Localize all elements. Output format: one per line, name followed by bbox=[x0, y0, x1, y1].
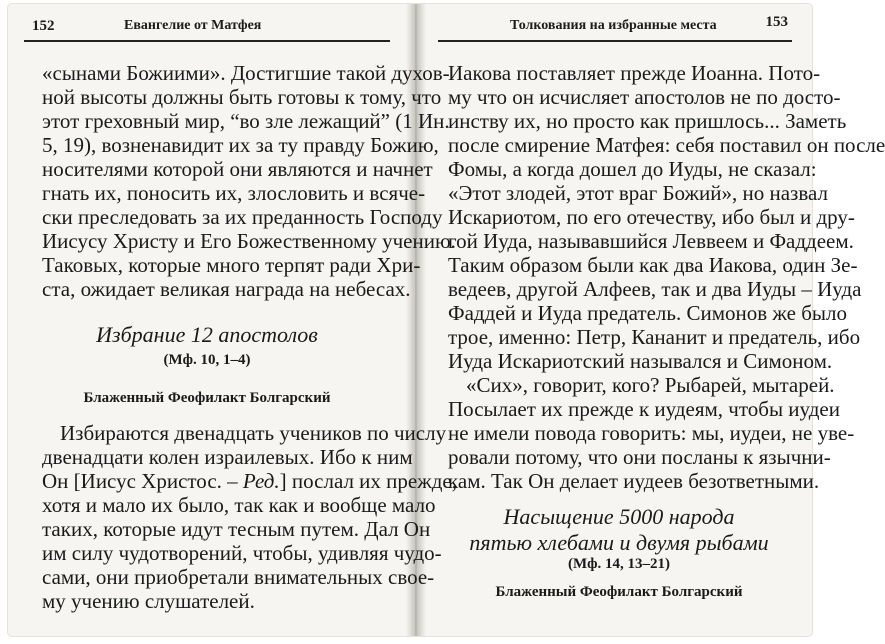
text-line: ровали потому, что они посланы к язычни- bbox=[448, 445, 831, 469]
text-line: инству их, но просто как пришлось... Заметь bbox=[448, 109, 847, 133]
text-line: Иакова поставляет прежде Иоанна. Пото- bbox=[448, 61, 821, 85]
text-line: «сынами Божиими». Достигшие такой духов- bbox=[42, 61, 450, 85]
text-line: Иуда Искариотский назывался и Симоном. bbox=[448, 349, 833, 373]
running-title-left: Евангелие от Матфея bbox=[124, 18, 262, 33]
text-line: Таковых, которые много терпят ради Хри- bbox=[42, 253, 421, 277]
text-line: носителями которой они являются и начнет bbox=[42, 157, 433, 181]
running-head-left bbox=[24, 18, 390, 42]
section-heading: Избрание 12 апостолов bbox=[96, 322, 318, 347]
section-reference: (Мф. 14, 13–21) bbox=[567, 556, 671, 572]
text-line: хотя и мало их было, так как и вообще мало bbox=[42, 493, 436, 517]
text-line: после смирение Матфея: себя поставил он после bbox=[448, 133, 885, 157]
text-line: Избираются двенадцать учеников по числу bbox=[60, 421, 447, 445]
editor-abbrev: Ред. bbox=[242, 469, 280, 493]
text-segment: Он [Иисус Христос. – bbox=[42, 469, 243, 493]
text-line: не имели повода говорить: мы, иудеи, не уве- bbox=[448, 421, 855, 445]
text-line: Искариотом, по его отечеству, ибо был и дру- bbox=[448, 205, 855, 229]
text-line: Иисусу Христу и Его Божественному учению. bbox=[42, 229, 456, 253]
text-line: 5, 19), возненавидит их за ту правду Божию, bbox=[42, 133, 439, 157]
page-number-left: 152 bbox=[32, 18, 55, 34]
text-line: «Сих», говорит, кого? Рыбарей, мытарей. bbox=[466, 373, 835, 397]
text-line: му что он исчисляет апостолов не по досто- bbox=[448, 85, 841, 109]
section-reference: (Мф. 10, 1–4) bbox=[163, 352, 251, 368]
text-line: им силу чудотворений, чтобы, удивляя чудо- bbox=[42, 541, 442, 565]
text-line: гнать их, поносить их, злословить и всяче- bbox=[42, 181, 426, 205]
running-head-right bbox=[438, 14, 792, 42]
text-line: ски преследовать за их преданность Господу bbox=[42, 205, 443, 229]
text-line: сами, они приобретали внимательных свое- bbox=[42, 565, 435, 589]
text-line: «Этот злодей, этот враг Божий», но назвал bbox=[448, 181, 828, 205]
text-line: Посылает их прежде к иудеям, чтобы иудеи bbox=[448, 397, 840, 421]
text-line: му учению слушателей. bbox=[42, 589, 255, 613]
text-line: гой Иуда, называвшийся Леввеем и Фаддеем. bbox=[448, 229, 854, 253]
section-heading-line1: Насыщение 5000 народа bbox=[503, 504, 735, 529]
text-segment: ] послал их прежде, bbox=[279, 469, 457, 493]
right-page bbox=[426, 4, 885, 636]
section-heading-line2: пятью хлебами и двумя рыбами bbox=[469, 530, 769, 555]
text-line: этот греховный мир, “во зле лежащий” (1 Ин. bbox=[42, 109, 450, 133]
text-line: таких, которые идут тесным путем. Дал Он bbox=[42, 517, 431, 541]
text-line: Фомы, а когда дошел до Иуды, не сказал: bbox=[448, 157, 817, 181]
text-line: трое, именно: Петр, Кананит и предатель, ибо bbox=[448, 325, 861, 349]
author-heading: Блаженный Феофилакт Болгарский bbox=[495, 584, 743, 600]
page-number-right: 153 bbox=[765, 14, 788, 30]
left-page bbox=[8, 4, 457, 636]
text-line: ведеев, другой Алфеев, так и два Иуды – Иуда bbox=[448, 277, 862, 301]
text-line: Фаддей и Иуда предатель. Симонов же было bbox=[448, 301, 847, 325]
text-line: Таким образом были как два Иакова, один Зе- bbox=[448, 253, 858, 277]
text-line: двенадцати колен израилевых. Ибо к ним bbox=[42, 445, 413, 469]
text-line: ста, ожидает великая награда на небесах. bbox=[42, 277, 411, 301]
book-spread bbox=[8, 4, 885, 636]
text-line: ной высоты должны быть готовы к тому, что bbox=[42, 85, 442, 109]
running-title-right: Толкования на избранные места bbox=[510, 18, 717, 33]
text-line: кам. Так Он делает иудеев безответными. bbox=[448, 469, 820, 493]
author-heading: Блаженный Феофилакт Болгарский bbox=[83, 390, 331, 406]
text-line bbox=[42, 470, 457, 493]
